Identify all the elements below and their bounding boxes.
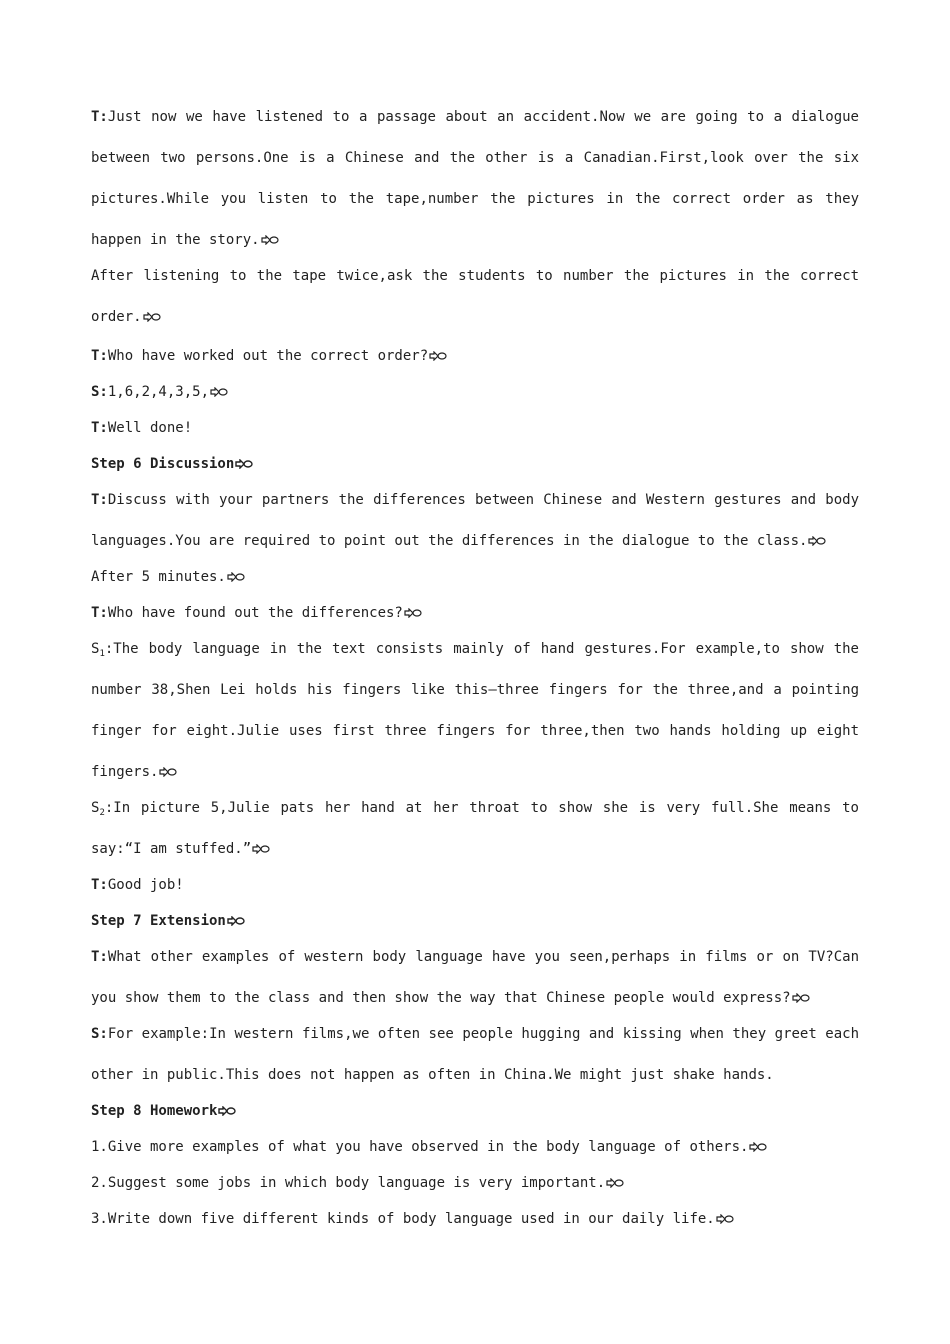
paragraph-text: Good job! bbox=[107, 877, 184, 893]
paragraph-student-1 bbox=[91, 629, 859, 793]
paragraph-mark-icon bbox=[261, 235, 279, 245]
paragraph-mark-icon bbox=[235, 459, 253, 469]
paragraph-mark-icon bbox=[210, 387, 228, 397]
paragraph-mark-icon bbox=[716, 1214, 734, 1224]
paragraph-mark-icon bbox=[143, 312, 161, 322]
heading-text: Step 6 Discussion bbox=[91, 456, 235, 472]
paragraph-text: Well done! bbox=[107, 420, 193, 436]
paragraph-praise bbox=[91, 410, 859, 446]
paragraph-praise-2 bbox=[91, 867, 859, 903]
paragraph-question bbox=[91, 338, 859, 374]
speaker-label: T: bbox=[91, 348, 108, 364]
paragraph-intro bbox=[91, 97, 859, 261]
speaker-label: S bbox=[91, 800, 100, 816]
paragraph-timing bbox=[91, 559, 859, 595]
speaker-label: T: bbox=[91, 492, 108, 508]
paragraph-mark-icon bbox=[227, 916, 245, 926]
paragraph-text: :The body language in the text consists mainly of hand gestures.For example,to show the number 38,Shen Lei holds his fingers like this—three fingers for the three,and a pointing finger for eight.Julie uses first three fingers for three,then two hands holding up eight fingers. bbox=[91, 641, 859, 780]
speaker-label: T: bbox=[91, 420, 108, 436]
paragraph-text: Discuss with your partners the differences between Chinese and Western gestures and body languages.You are required to point out the differences in the dialogue to the class. bbox=[91, 492, 859, 549]
paragraph-mark-icon bbox=[606, 1178, 624, 1188]
speaker-label: T: bbox=[91, 109, 108, 125]
paragraph-discussion bbox=[91, 480, 859, 562]
paragraph-extension bbox=[91, 937, 859, 1019]
paragraph-text: :In picture 5,Julie pats her hand at her throat to show she is very full.She means to say:“I am stuffed.” bbox=[91, 800, 859, 857]
paragraph-mark-icon bbox=[218, 1106, 236, 1116]
paragraph-mark-icon bbox=[159, 767, 177, 777]
step-heading bbox=[91, 1093, 859, 1129]
heading-text: Step 8 Homework bbox=[91, 1103, 218, 1119]
paragraph-text: For example:In western films,we often see people hugging and kissing when they greet each other in public.This does not happen as often in China.We might just shake hands. bbox=[91, 1026, 859, 1083]
paragraph-text: Who have found out the differences? bbox=[107, 605, 403, 621]
speaker-subscript: 2 bbox=[99, 808, 105, 818]
paragraph-text: After listening to the tape twice,ask the students to number the pictures in the correct order. bbox=[91, 268, 859, 325]
paragraph-student-2 bbox=[91, 788, 859, 870]
paragraph-student-example bbox=[91, 1014, 859, 1096]
heading-text: Step 7 Extension bbox=[91, 913, 226, 929]
paragraph-mark-icon bbox=[808, 536, 826, 546]
paragraph-text: After 5 minutes. bbox=[91, 569, 226, 585]
paragraph-text: 1,6,2,4,3,5, bbox=[107, 384, 210, 400]
speaker-label: S: bbox=[91, 1026, 108, 1042]
paragraph-mark-icon bbox=[404, 608, 422, 618]
paragraph-text: Who have worked out the correct order? bbox=[107, 348, 429, 364]
paragraph-mark-icon bbox=[792, 993, 810, 1003]
paragraph-text: 3.Write down five different kinds of body language used in our daily life. bbox=[91, 1211, 715, 1227]
paragraph-text: 1.Give more examples of what you have observed in the body language of others. bbox=[91, 1139, 749, 1155]
paragraph-mark-icon bbox=[227, 572, 245, 582]
speaker-label: S: bbox=[91, 384, 108, 400]
speaker-label: T: bbox=[91, 605, 108, 621]
speaker-label: T: bbox=[91, 949, 108, 965]
paragraph-text: Just now we have listened to a passage about an accident.Now we are going to a dialogue between two persons.One is a Chinese and the other is a Canadian.First,look over the six pictures.While you listen to the tape,number the pictures in the correct order as they happen in the story. bbox=[91, 109, 859, 248]
paragraph-answer bbox=[91, 374, 859, 410]
paragraph-text: What other examples of western body language have you seen,perhaps in films or on TV?Can you show them to the class and then show the way that Chinese people would express? bbox=[91, 949, 859, 1006]
homework-item bbox=[91, 1165, 859, 1201]
paragraph-question-2 bbox=[91, 595, 859, 631]
homework-item bbox=[91, 1201, 859, 1237]
homework-item bbox=[91, 1129, 859, 1165]
speaker-label: T: bbox=[91, 877, 108, 893]
paragraph-mark-icon bbox=[429, 351, 447, 361]
paragraph-mark-icon bbox=[749, 1142, 767, 1152]
paragraph-instruction bbox=[91, 256, 859, 338]
step-heading bbox=[91, 446, 859, 482]
speaker-label: S bbox=[91, 641, 100, 657]
document-page bbox=[91, 97, 859, 1237]
speaker-subscript: 1 bbox=[99, 649, 105, 659]
paragraph-mark-icon bbox=[252, 844, 270, 854]
paragraph-text: 2.Suggest some jobs in which body language is very important. bbox=[91, 1175, 606, 1191]
step-heading bbox=[91, 903, 859, 939]
